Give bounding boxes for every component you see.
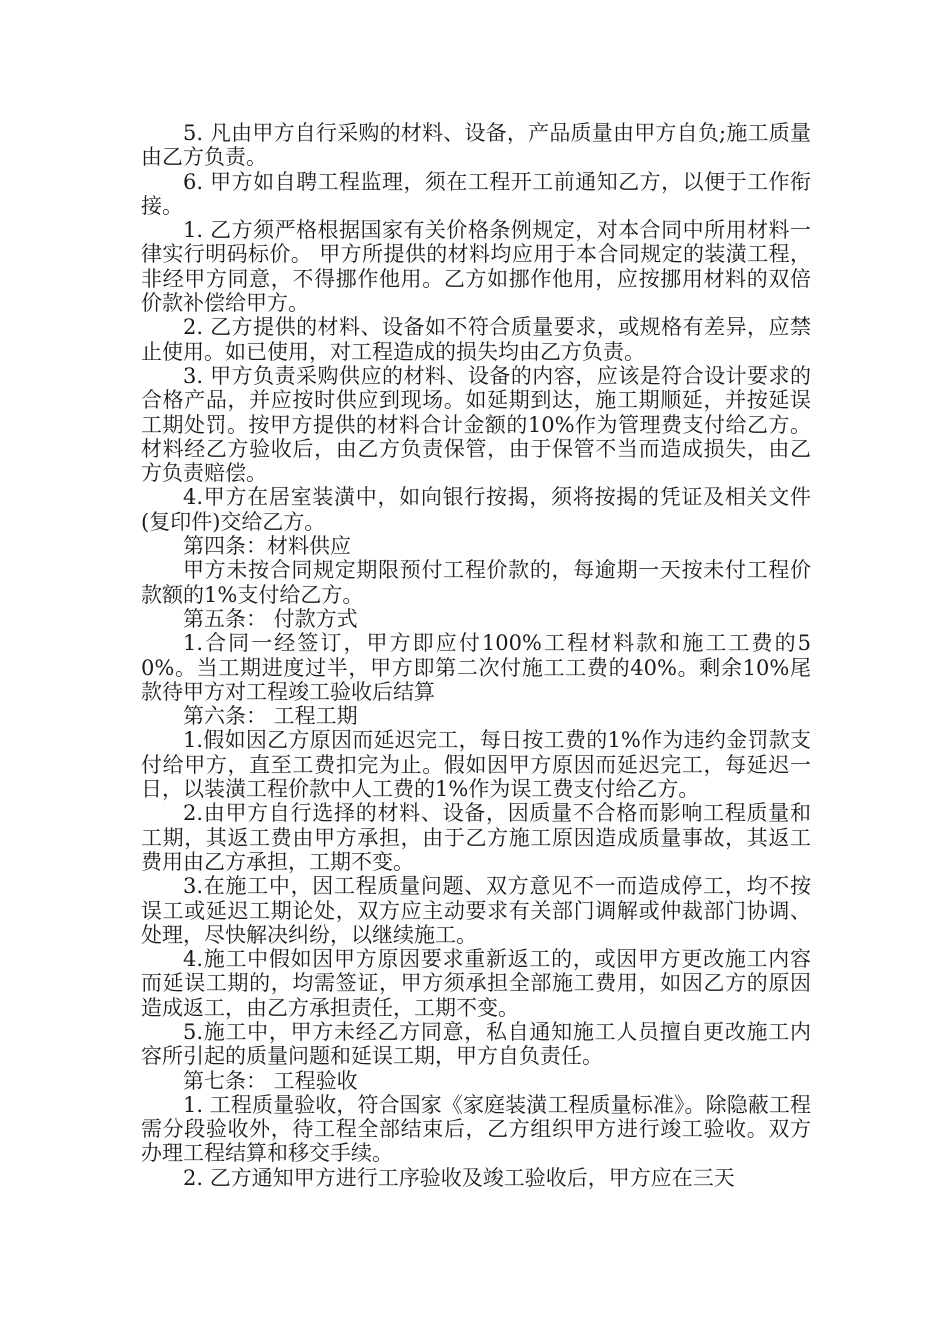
paragraph-13: 5.施工中，甲方未经乙方同意，私自通知施工人员擅自更改施工内容所引起的质量问题和延误工期，甲方自负责任。 [141,1019,811,1069]
paragraph-12: 4.施工中假如因甲方原因要求重新返工的，或因甲方更改施工内容而延误工期的，均需签证，甲方须承担全部施工费用，如因乙方的原因造成返工，由乙方承担责任，工期不变。 [141,947,811,1020]
paragraph-4: 2. 乙方提供的材料、设备如不符合质量要求，或规格有差异，应禁止使用。如已使用，对工程造成的损失均由乙方负责。 [141,315,811,364]
paragraph-2: 6. 甲方如自聘工程监理，须在工程开工前通知乙方，以便于工作衔接。 [141,169,811,218]
paragraph-15: 2. 乙方通知甲方进行工序验收及竣工验收后，甲方应在三天 [183,1165,735,1190]
paragraph-1: 5. 凡由甲方自行采购的材料、设备，产品质量由甲方自负;施工质量由乙方负责。 [141,121,811,170]
section-heading-4: 第四条：材料供应 [183,534,351,559]
paragraph-5: 3. 甲方负责采购供应的材料、设备的内容，应该是符合设计要求的合格产品，并应按时供应到现场。如延期到达，施工期顺延，并按延误工期处罚。按甲方提供的材料合计金额的10%作为管理费支付给乙方。材料经乙方验收后，由乙方负责保管，由于保管不当而造成损失，由乙方负责赔偿。 [141,363,811,486]
document-body [141,121,811,1190]
paragraph-11: 3.在施工中，因工程质量问题、双方意见不一而造成停工，均不按误工或延迟工期论处，双方应主动要求有关部门调解或仲裁部门协调、处理，尽快解决纠纷，以继续施工。 [141,874,811,947]
paragraph-3: 1. 乙方须严格根据国家有关价格条例规定，对本合同中所用材料一律实行明码标价。 甲方所提供的材料均应用于本合同规定的装潢工程，非经甲方同意，不得挪作他用。乙方如挪作他用，应按挪用材料的双倍价款补偿给甲方。 [141,218,811,316]
paragraph-9: 1.假如因乙方原因而延迟完工，每日按工费的1%作为违约金罚款支付给甲方，直至工费扣完为止。假如因甲方原因而延迟完工，每延迟一日，以装潢工程价款中人工费的1%作为误工费支付给乙方。 [141,728,811,802]
section-heading-5: 第五条： 付款方式 [183,606,358,631]
paragraph-6: 4.甲方在居室装潢中，如向银行按揭，须将按揭的凭证及相关文件(复印件)交给乙方。 [141,485,811,534]
paragraph-10: 2.由甲方自行选择的材料、设备，因质量不合格而影响工程质量和工期，其返工费由甲方承担，由于乙方施工原因造成质量事故，其返工费用由乙方承担，工期不变。 [141,801,811,874]
paragraph-7: 甲方未按合同规定期限预付工程价款的，每逾期一天按未付工程价款额的1%支付给乙方。 [141,558,811,607]
section-heading-7: 第七条： 工程验收 [183,1068,358,1093]
paragraph-8: 1.合同一经签订，甲方即应付100%工程材料款和施工工费的50%。当工期进度过半，甲方即第二次付施工工费的40%。剩余10%尾款待甲方对工程竣工验收后结算 [141,631,811,704]
paragraph-14: 1. 工程质量验收，符合国家《家庭装潢工程质量标准》。除隐蔽工程需分段验收外，待工程全部结束后，乙方组织甲方进行竣工验收。双方办理工程结算和移交手续。 [141,1092,811,1166]
section-heading-6: 第六条： 工程工期 [183,704,358,729]
